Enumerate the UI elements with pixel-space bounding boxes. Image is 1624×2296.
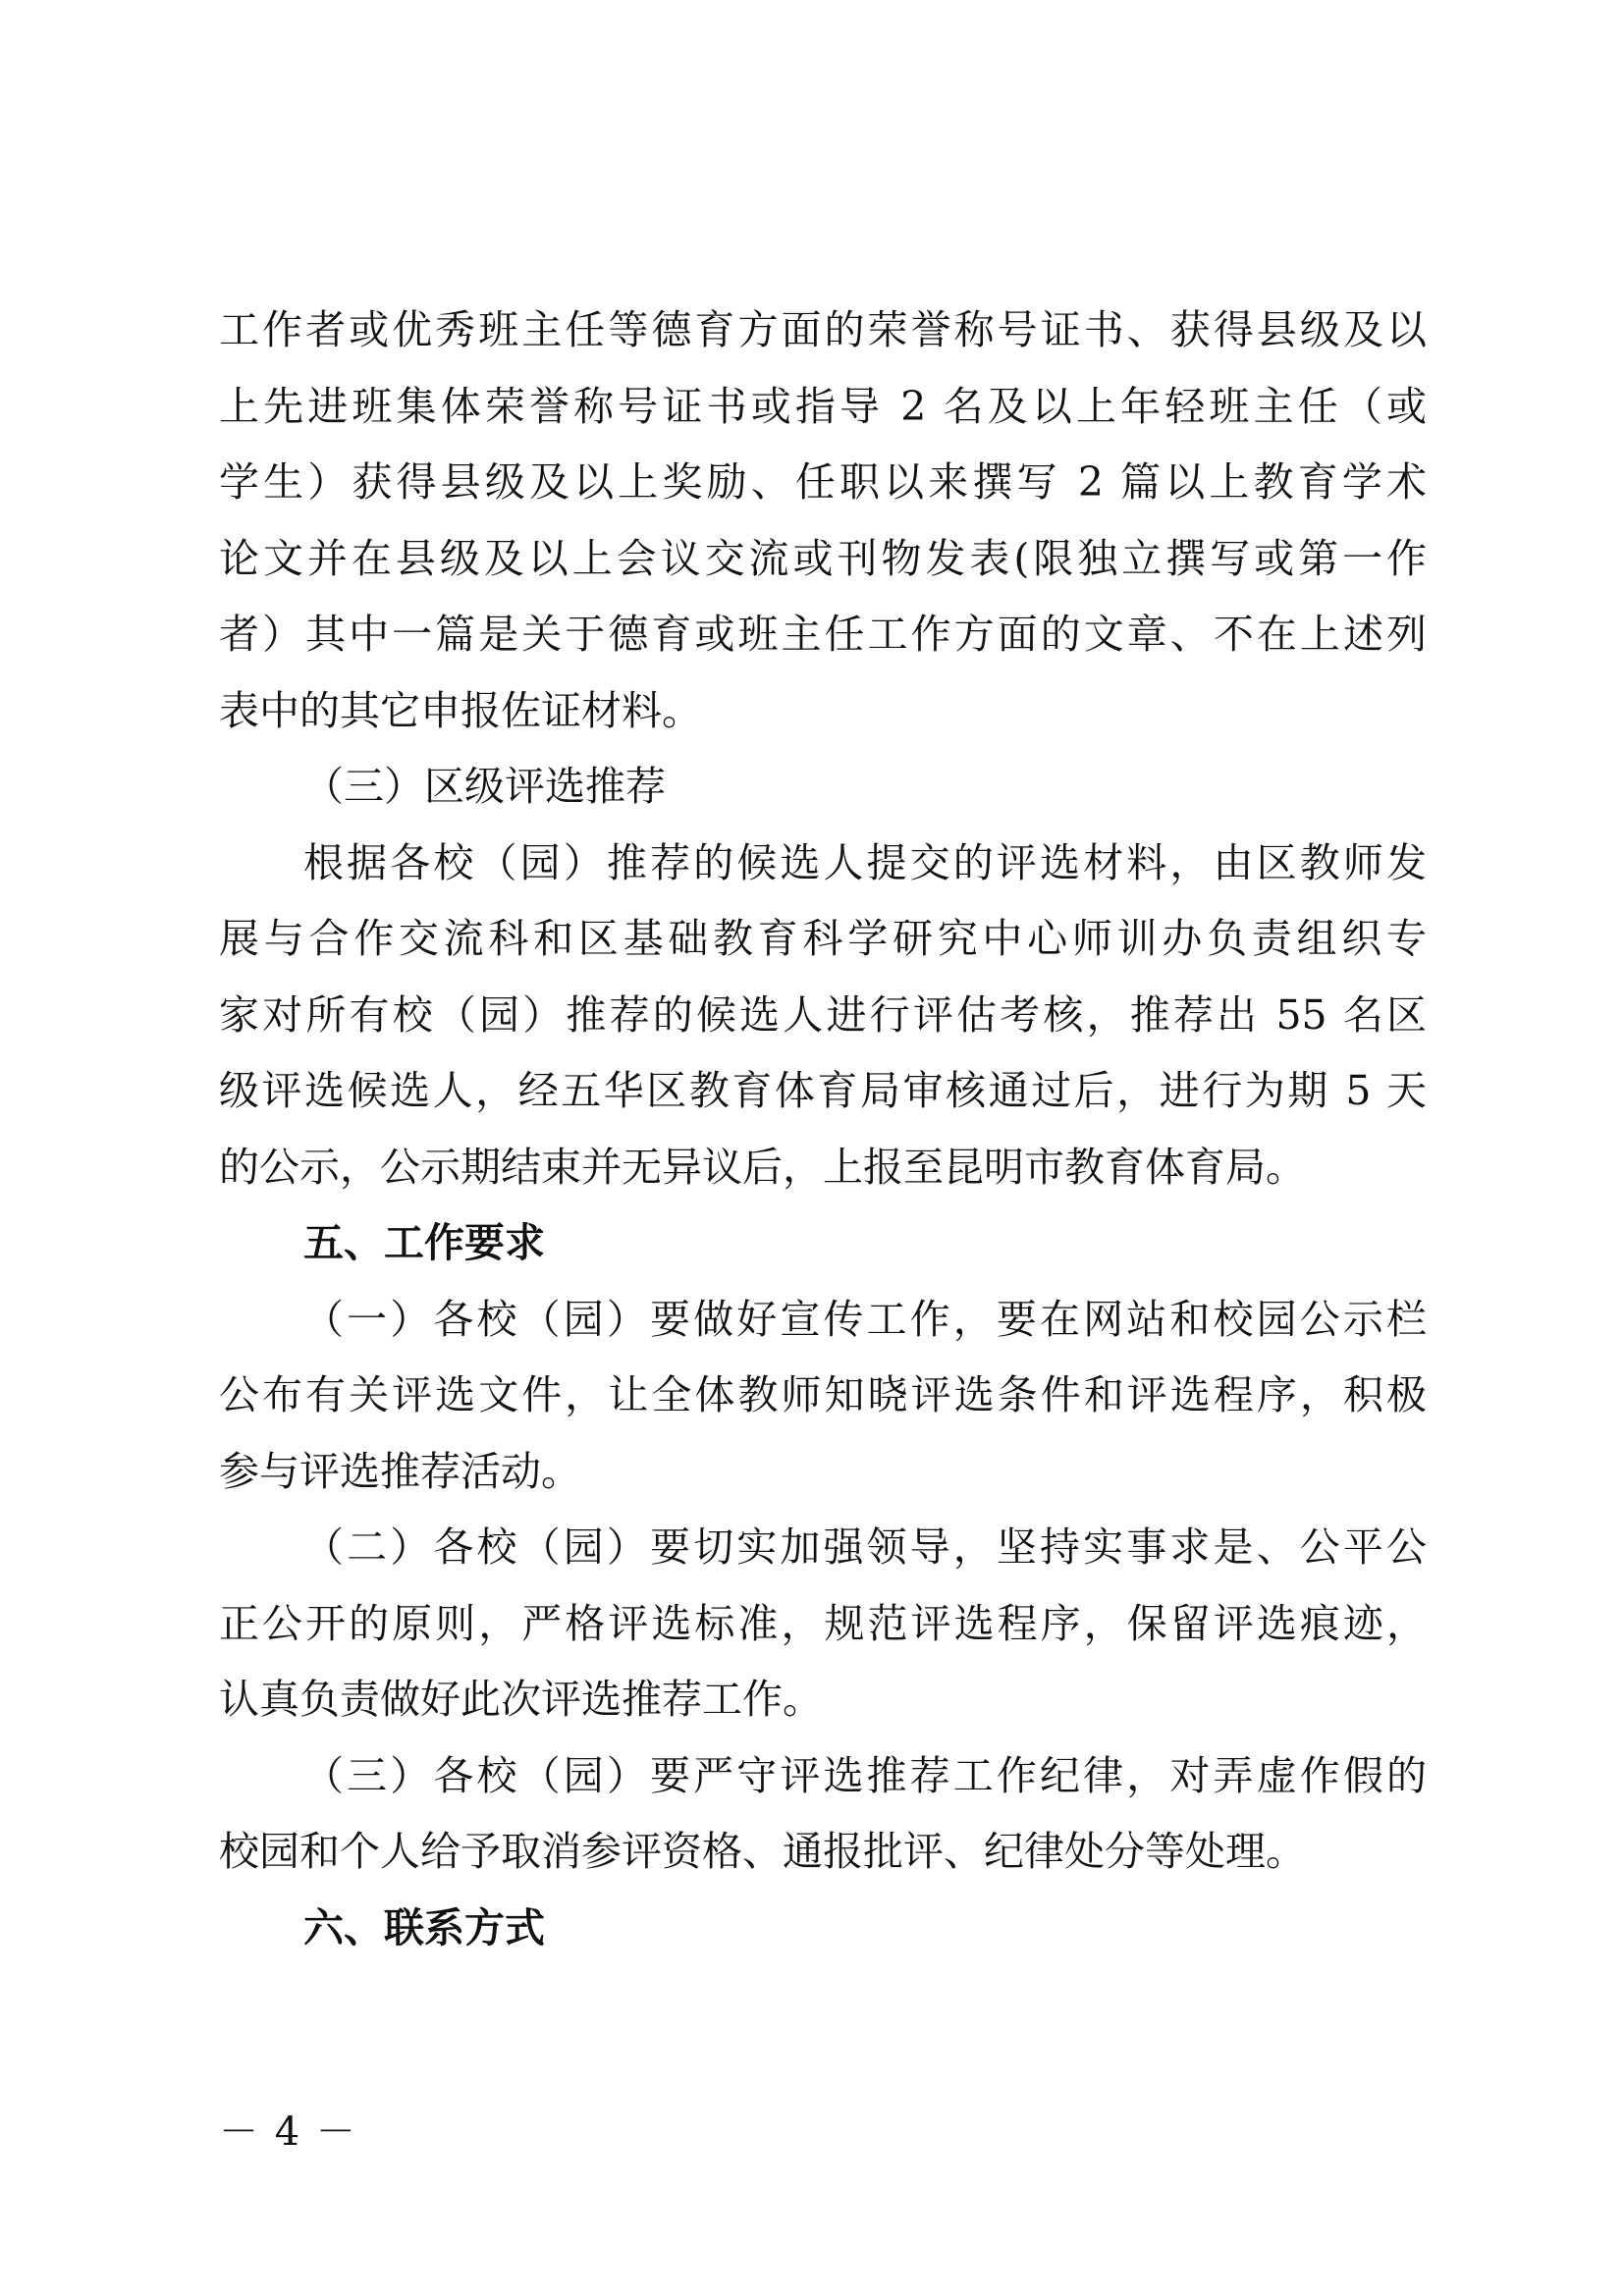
text-line: 表中的其它申报佐证材料。 xyxy=(219,686,702,734)
text-line: （三）各校（园）要严守评选推荐工作纪律，对弄虚作假的 xyxy=(303,1751,1427,1799)
text-line: 校园和个人给予取消参评资格、通报批评、纪律处分等处理。 xyxy=(219,1828,1306,1875)
paragraph-4 xyxy=(219,1510,1427,1738)
text-line: 家对所有校（园）推荐的候选人进行评估考核，推荐出 55 名区 xyxy=(219,990,1427,1039)
text-line: 工作者或优秀班主任等德育方面的荣誉称号证书、获得县级及以 xyxy=(219,306,1427,353)
document-body xyxy=(219,293,1427,1966)
text-line: 根据各校（园）推荐的候选人提交的评选材料，由区教师发 xyxy=(303,838,1427,886)
text-line: 级评选候选人，经五华区教育体育局审核通过后，进行为期 5 天 xyxy=(219,1067,1427,1114)
paragraph-2 xyxy=(219,826,1427,1206)
text-line: （二）各校（园）要切实加强领导，坚持实事求是、公平公 xyxy=(303,1523,1427,1571)
subheading-district-selection: （三）区级评选推荐 xyxy=(303,763,666,810)
text-line: 的公示，公示期结束并无异议后，上报至昆明市教育体育局。 xyxy=(219,1143,1306,1191)
text-line: 公布有关评选文件，让全体教师知晓评选条件和评选程序，积极 xyxy=(219,1371,1427,1418)
section-heading-contact: 六、联系方式 xyxy=(303,1903,545,1951)
text-line: 认真负责做好此次评选推荐工作。 xyxy=(219,1676,823,1723)
paragraph-1 xyxy=(219,293,1427,749)
text-line: 正公开的原则，严格评选标准，规范评选程序，保留评选痕迹， xyxy=(219,1599,1427,1647)
page-number: － 4 － xyxy=(219,2109,357,2155)
text-line: 者）其中一篇是关于德育或班主任工作方面的文章、不在上述列 xyxy=(219,611,1427,658)
text-line: 参与评选推荐活动。 xyxy=(219,1447,581,1495)
text-line: 论文并在县级及以上会议交流或刊物发表(限独立撰写或第一作 xyxy=(219,534,1427,582)
section-heading-work-requirements: 五、工作要求 xyxy=(303,1219,545,1266)
paragraph-3 xyxy=(219,1282,1427,1511)
text-line: 展与合作交流科和区基础教育科学研究中心师训办负责组织专 xyxy=(219,915,1427,962)
text-line: 学生）获得县级及以上奖励、任职以来撰写 2 篇以上教育学术 xyxy=(219,458,1427,506)
paragraph-5 xyxy=(219,1738,1427,1891)
text-line: 上先进班集体荣誉称号证书或指导 2 名及以上年轻班主任（或 xyxy=(219,382,1427,430)
text-line: （一）各校（园）要做好宣传工作，要在网站和校园公示栏 xyxy=(303,1295,1427,1343)
